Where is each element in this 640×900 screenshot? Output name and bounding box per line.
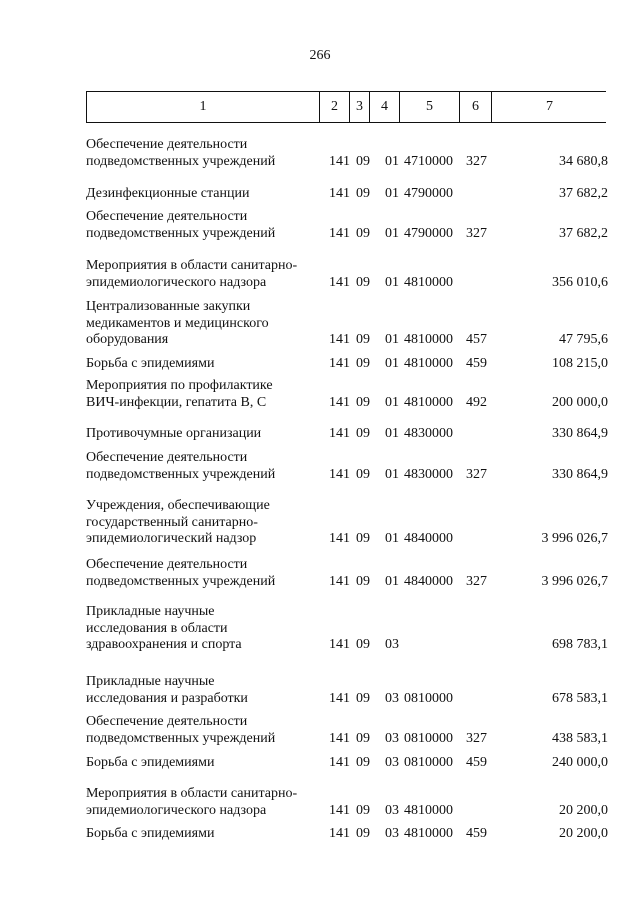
table-row	[86, 209, 608, 242]
row-name	[86, 450, 326, 483]
table-row	[86, 604, 608, 654]
cell-c3: 09	[356, 826, 370, 841]
cell-c4: 03	[385, 826, 399, 841]
cell-c2: 141	[329, 225, 350, 241]
cell-c6: 459	[466, 356, 487, 371]
cell-c7: 438 583,1	[552, 730, 608, 746]
row-name-line: Мероприятия в области санитарно-	[86, 786, 298, 801]
cell-c5: 4810000	[404, 332, 453, 347]
row-name	[86, 209, 326, 242]
row-name-line: Противочумные организации	[86, 426, 262, 441]
row-name-line: здравоохранения и спорта	[86, 637, 242, 652]
cell-c3: 09	[356, 153, 370, 169]
cell-c2: 141	[329, 531, 350, 546]
header-cell-6: 6	[460, 92, 492, 122]
cell-c6: 327	[466, 153, 487, 169]
table-row	[86, 299, 608, 349]
cell-c2: 141	[329, 755, 350, 770]
cell-c4: 01	[385, 356, 399, 371]
cell-c3: 09	[356, 225, 370, 241]
row-name-line: Мероприятия в области санитарно-	[86, 258, 298, 273]
cell-c3: 09	[356, 394, 370, 410]
table-row	[86, 426, 608, 443]
row-name-line: подведомственных учреждений	[86, 466, 276, 482]
cell-c4: 03	[385, 637, 399, 652]
row-name-line: подведомственных учреждений	[86, 730, 276, 746]
row-name	[86, 498, 326, 548]
cell-c4: 01	[385, 466, 399, 482]
cell-c3: 09	[356, 730, 370, 746]
header-cell-7: 7	[546, 99, 553, 114]
row-name-line: Обеспечение деятельности	[86, 137, 248, 152]
cell-c3: 09	[356, 573, 370, 589]
table-row	[86, 137, 608, 170]
row-name-line: Мероприятия по профилактике	[86, 378, 273, 393]
table-row	[86, 450, 608, 483]
cell-c5: 4790000	[404, 225, 453, 241]
table-row	[86, 826, 608, 843]
row-name-line: подведомственных учреждений	[86, 153, 276, 169]
row-name-line: Борьба с эпидемиями	[86, 356, 215, 371]
row-name	[86, 137, 326, 170]
header-cell-1: 1	[87, 92, 320, 122]
table-row	[86, 557, 608, 590]
table-row	[86, 714, 608, 747]
row-name-line: подведомственных учреждений	[86, 225, 276, 241]
cell-c5: 0810000	[404, 690, 453, 706]
cell-c5: 4810000	[404, 826, 453, 841]
row-name-line: государственный санитарно-	[86, 514, 258, 530]
row-name	[86, 378, 326, 411]
cell-c2: 141	[329, 573, 350, 589]
cell-c4: 01	[385, 531, 399, 546]
cell-c4: 03	[385, 802, 399, 818]
row-name-line: Обеспечение деятельности	[86, 714, 248, 729]
row-name	[86, 755, 326, 772]
row-name	[86, 714, 326, 747]
cell-c3: 09	[356, 332, 370, 347]
cell-c7: 3 996 026,7	[541, 531, 608, 546]
cell-c7: 37 682,2	[559, 225, 608, 241]
row-name-line: Централизованные закупки	[86, 299, 251, 314]
row-name	[86, 786, 326, 819]
row-name-line: медикаментов и медицинского	[86, 315, 269, 331]
table-row	[86, 674, 608, 707]
cell-c3: 09	[356, 356, 370, 371]
cell-c3: 09	[356, 466, 370, 482]
cell-c3: 09	[356, 690, 370, 706]
row-name	[86, 557, 326, 590]
cell-c6: 327	[466, 466, 487, 482]
cell-c2: 141	[329, 426, 350, 441]
cell-c5: 4810000	[404, 802, 453, 818]
row-name-line: эпидемиологического надзора	[86, 802, 267, 818]
cell-c4: 01	[385, 573, 399, 589]
cell-c6: 457	[466, 332, 487, 347]
cell-c3: 09	[356, 186, 370, 201]
cell-c2: 141	[329, 186, 350, 201]
cell-c4: 01	[385, 186, 399, 201]
row-name-line: подведомственных учреждений	[86, 573, 276, 589]
row-name	[86, 258, 326, 291]
header-cell-5: 5	[400, 92, 460, 122]
cell-c7: 20 200,0	[559, 826, 608, 841]
cell-c5: 4810000	[404, 274, 453, 290]
cell-c6: 459	[466, 755, 487, 770]
cell-c7: 20 200,0	[559, 802, 608, 818]
cell-c5: 4810000	[404, 394, 453, 410]
table-row	[86, 498, 608, 548]
cell-c4: 01	[385, 274, 399, 290]
row-name-line: Дезинфекционные станции	[86, 186, 250, 201]
cell-c3: 09	[356, 274, 370, 290]
page-number: 266	[309, 48, 331, 63]
row-name	[86, 604, 326, 654]
cell-c2: 141	[329, 356, 350, 371]
row-name	[86, 426, 326, 443]
row-name-line: исследования и разработки	[86, 690, 248, 706]
cell-c7: 330 864,9	[552, 466, 608, 482]
table-row	[86, 258, 608, 291]
cell-c3: 09	[356, 531, 370, 546]
cell-c2: 141	[329, 690, 350, 706]
cell-c2: 141	[329, 637, 350, 652]
cell-c7: 3 996 026,7	[541, 573, 608, 589]
table-header	[86, 91, 606, 123]
row-name	[86, 186, 326, 203]
cell-c5: 4810000	[404, 356, 453, 371]
row-name-line: Прикладные научные	[86, 674, 215, 689]
row-name-line: Обеспечение деятельности	[86, 557, 248, 572]
cell-c2: 141	[329, 274, 350, 290]
cell-c5: 0810000	[404, 755, 453, 770]
cell-c3: 09	[356, 637, 370, 652]
header-cell-3: 3	[350, 92, 370, 122]
cell-c5: 0810000	[404, 730, 453, 746]
cell-c5: 4830000	[404, 466, 453, 482]
cell-c2: 141	[329, 332, 350, 347]
cell-c3: 09	[356, 802, 370, 818]
cell-c4: 03	[385, 730, 399, 746]
cell-c7: 37 682,2	[559, 186, 608, 201]
cell-c6: 327	[466, 225, 487, 241]
row-name-line: Обеспечение деятельности	[86, 450, 248, 465]
cell-c2: 141	[329, 826, 350, 841]
cell-c3: 09	[356, 755, 370, 770]
row-name-line: Учреждения, обеспечивающие	[86, 498, 270, 513]
cell-c4: 01	[385, 426, 399, 441]
cell-c4: 03	[385, 755, 399, 770]
cell-c4: 01	[385, 332, 399, 347]
row-name	[86, 826, 326, 843]
cell-c5: 4840000	[404, 573, 453, 589]
row-name-line: оборудования	[86, 332, 169, 347]
cell-c4: 01	[385, 225, 399, 241]
table-row	[86, 755, 608, 772]
row-name-line: Борьба с эпидемиями	[86, 755, 215, 770]
cell-c5: 4830000	[404, 426, 453, 441]
cell-c7: 356 010,6	[552, 274, 608, 290]
cell-c5: 4840000	[404, 531, 453, 546]
header-cell-4: 4	[370, 92, 400, 122]
cell-c7: 240 000,0	[552, 755, 608, 770]
row-name-line: исследования в области	[86, 620, 228, 636]
cell-c2: 141	[329, 466, 350, 482]
cell-c7: 34 680,8	[559, 153, 608, 169]
row-name-line: ВИЧ-инфекции, гепатита В, С	[86, 394, 267, 410]
table-row	[86, 786, 608, 819]
row-name-line: Прикладные научные	[86, 604, 215, 619]
cell-c7: 678 583,1	[552, 690, 608, 706]
table-row	[86, 378, 608, 411]
row-name-line: эпидемиологический надзор	[86, 531, 257, 546]
cell-c2: 141	[329, 394, 350, 410]
cell-c6: 492	[466, 394, 487, 410]
cell-c7: 47 795,6	[559, 332, 608, 347]
header-cell-2: 2	[320, 92, 350, 122]
cell-c2: 141	[329, 730, 350, 746]
row-name	[86, 299, 326, 349]
cell-c5: 4710000	[404, 153, 453, 169]
row-name-line: Обеспечение деятельности	[86, 209, 248, 224]
table-row	[86, 186, 608, 203]
cell-c6: 459	[466, 826, 487, 841]
cell-c6: 327	[466, 573, 487, 589]
cell-c7: 330 864,9	[552, 426, 608, 441]
cell-c7: 200 000,0	[552, 394, 608, 410]
row-name	[86, 674, 326, 707]
cell-c4: 03	[385, 690, 399, 706]
cell-c2: 141	[329, 153, 350, 169]
table-row	[86, 356, 608, 373]
cell-c5: 4790000	[404, 186, 453, 201]
cell-c3: 09	[356, 426, 370, 441]
cell-c6: 327	[466, 730, 487, 746]
cell-c7: 698 783,1	[552, 637, 608, 652]
row-name	[86, 356, 326, 373]
cell-c4: 01	[385, 153, 399, 169]
cell-c4: 01	[385, 394, 399, 410]
cell-c7: 108 215,0	[552, 356, 608, 371]
cell-c2: 141	[329, 802, 350, 818]
row-name-line: эпидемиологического надзора	[86, 274, 267, 290]
row-name-line: Борьба с эпидемиями	[86, 826, 215, 841]
